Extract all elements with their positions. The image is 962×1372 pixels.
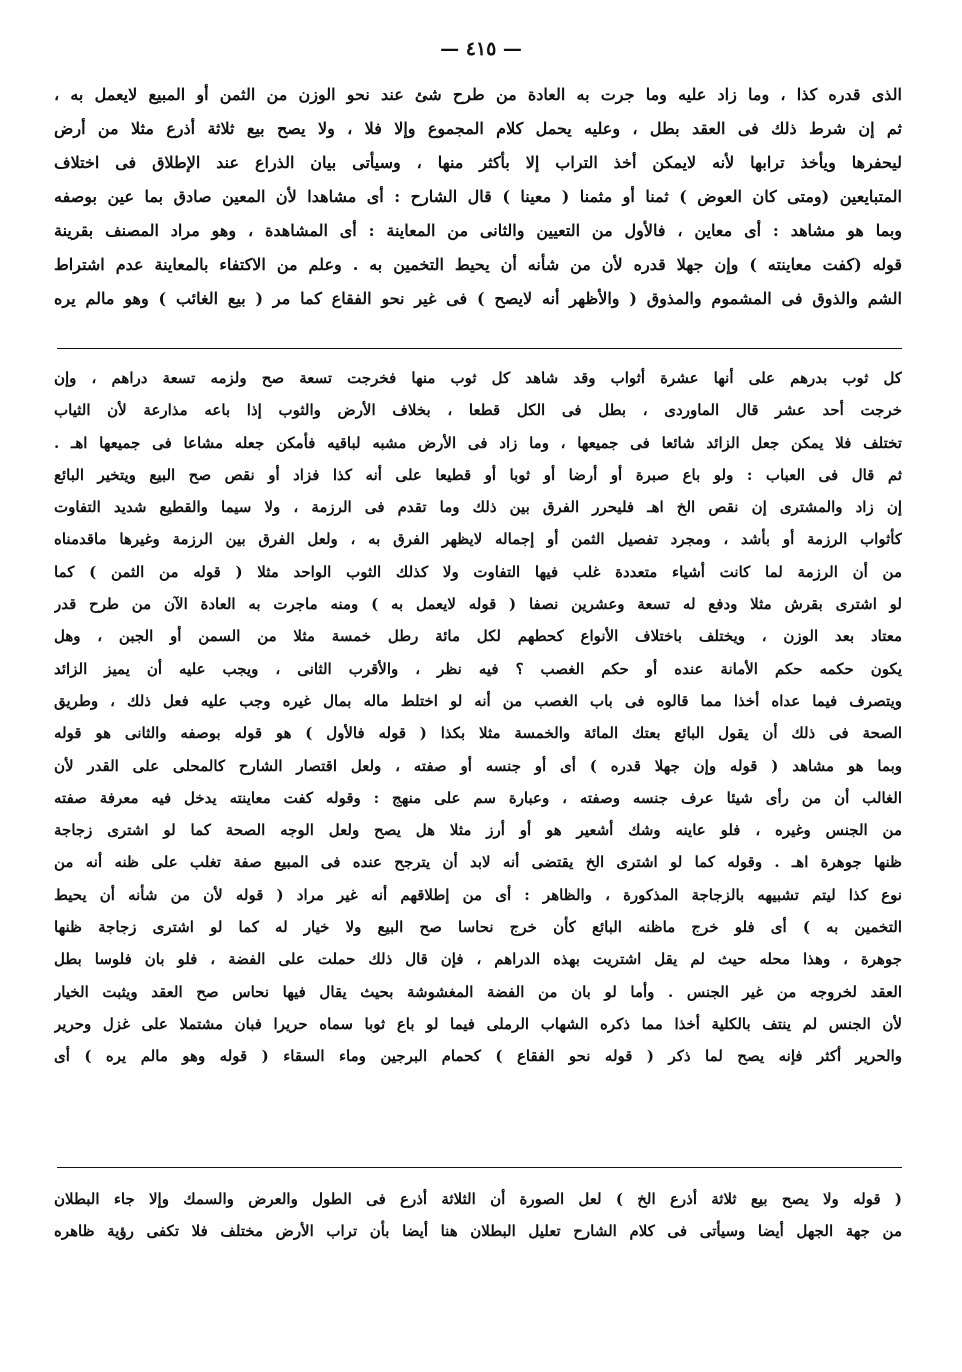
commentary-line: يكون حكمه حكم الأمانة عنده أو حكم الغصب ؟ فيه نظر ، والأقرب الثانى ، ويجب عليه أن يميز الزائد bbox=[54, 659, 902, 678]
main-text-line: الشم والذوق فى المشموم والمذوق ( والأظهر أنه لايصح ) فى غير نحو الفقاع كما مر ( بيع الغائب ) وهو مالم يره bbox=[54, 289, 902, 308]
commentary-line: من الجنس وغيره ، فلو عاينه وشك أشعير هو أو أرز مثلا هل يصح ولعل الوجه الصحة كما لو اشترى زجاجة bbox=[54, 821, 902, 840]
commentary-line bbox=[54, 1105, 902, 1137]
commentary-line: كأثواب الرزمة أو بأشد ، ومجرد تفصيل الثمن أو إجماله لايظهر الفرق به ، ولعل الفرق بين الرزمة وغيرها ماقدمناه bbox=[54, 530, 902, 549]
commentary-line: إن زاد والمشترى إن نقص الخ اهـ فليحرر الفرق بين ذلك وما تقدم فى الرزمة ، ولا سيما والقطيع شديد التفاوت bbox=[54, 498, 902, 517]
commentary-line: من جهة الجهل أيضا وسيأتى فى كلام الشارح تعليل البطلان هنا أيضا بأن تراب الأرض مختلف فلا تكفى رؤية ظاهره bbox=[54, 1222, 902, 1240]
commentary-line bbox=[54, 1073, 902, 1105]
commentary-line: كل ثوب بدرهم على أنها عشرة أثواب وقد شاهد كل ثوب منها فخرجت تسعة صح ولزمه تسعة دراهم ، وإن bbox=[54, 369, 902, 387]
commentary-block bbox=[54, 362, 902, 1137]
commentary-line: من أن الرزمة لما كانت أشياء متعددة غلب فيها التفاوت ولا كذلك الثوب الواحد مثلا ( قوله من الثمن ) كما bbox=[54, 562, 902, 581]
separator-rule bbox=[57, 1167, 902, 1168]
commentary-line: تختلف فلا يمكن جعل الزائد شائعا فى جميعها ، وما زاد فى الأرض مشبه لباقيه فأمكن جعله مشاعا فى جميعها اهـ . bbox=[54, 433, 902, 452]
main-text-block bbox=[54, 78, 902, 316]
commentary-line: معتاد بعد الوزن ، ويختلف باختلاف الأنواع كحطهم لكل مائة رطل خمسة مثلا من السمن أو الجبن ، وهل bbox=[54, 627, 902, 646]
commentary-line: جوهرة ، وهذا محله حيث لم يقل اشتريت بهذه الدراهم ، فإن قال ذلك حملت على الفضة ، فلو بان فلوسا بطل bbox=[54, 950, 902, 969]
commentary-line: والحرير أكثر فإنه يصح لما ذكر ( قوله نحو الفقاع ) كحمام البرجين وماء السقاء ( قوله وهو مالم يره ) أى bbox=[54, 1047, 902, 1066]
commentary-line: الصحة فى ذلك أن يقول البائع بعتك المائة والخمسة مثلا بكذا ( قوله فالأول ) هو قوله بوصفه والثانى هو قوله bbox=[54, 724, 902, 743]
main-text-line: ليحفرها ويأخذ ترابها لأنه لايمكن أخذ التراب إلا بأكثر منها ، وسيأتى بيان الذراع عند الإطلاق فى اختلاف bbox=[54, 153, 902, 172]
page-number: — ٤١٥ — bbox=[440, 38, 522, 60]
main-text-line: المتبايعين (ومتى كان العوض ) ثمنا أو مثمنا ( معينا ) قال الشارح : أى مشاهدا لأن المعين صادق بما عين بوصفه bbox=[54, 187, 902, 206]
commentary-line: التخمين به ) أى فلو خرج ماظنه البائع كأن خرج نحاسا صح البيع ولا خيار له كما لو اشترى زجاجة ظنها bbox=[54, 918, 902, 937]
commentary-line: نوع كذا ليتم تشبيهه بالزجاجة المذكورة ، والظاهر : أى من إطلاقهم أنه غير مراد ( قوله لأن من شأنه أن يحيط bbox=[54, 885, 902, 904]
separator-rule bbox=[57, 348, 902, 349]
commentary-line: ثم قال فى العباب : ولو باع صبرة أو أرضا أو ثوبا أو قطيعا على أنه كذا فزاد أو نقص صح البيع ويتخير البائع bbox=[54, 465, 902, 484]
main-text-line: وبما هو مشاهد : أى معاين ، فالأول من التعيين والثانى من المعاينة : أى المشاهدة ، وهو مراد المصنف بقرينة bbox=[54, 221, 902, 240]
main-text-line: ثم إن شرط ذلك فى العقد بطل ، وعليه يحمل كلام المجموع وإلا فلا ، ولا يصح بيع ثلاثة أذرع مثلا من أرض bbox=[54, 119, 902, 138]
main-text-line: الذى قدره كذا ، وما زاد عليه وما جرت به العادة من طرح شئ عند نحو الوزن من الثمن أو المبيع لايعمل به ، bbox=[54, 85, 902, 104]
commentary-continued-block bbox=[54, 1183, 902, 1247]
main-text-line: قوله (كفت معاينته ) وإن جهلا قدره لأن من شأنه أن يحيط التخمين به . وعلم من الاكتفاء بالمعاينة عدم اشتراط bbox=[54, 255, 902, 274]
commentary-line: الغالب أن من رأى شيئا عرف جنسه وصفته ، وعبارة سم على منهج : وقوله كفت معاينته يدخل فيه معرفة صفته bbox=[54, 788, 902, 807]
commentary-line: العقد لخروجه من غير الجنس . وأما لو بان من الفضة المغشوشة بحيث يقال فيها نحاس صح العقد ويثبت الخيار bbox=[54, 982, 902, 1001]
commentary-line: لو اشترى بقرش مثلا ودفع له تسعة وعشرين نصفا ( قوله لايعمل به ) ومنه ماجرت به العادة الآن من طرح قدر bbox=[54, 595, 902, 614]
commentary-line: ظنها جوهرة اهـ . وقوله كما لو اشترى الخ يقتضى أنه لابد أن يترجح عنده فى المبيع صفة تغلب على ظنه أنه من bbox=[54, 853, 902, 872]
commentary-line: خرجت أحد عشر قال الماوردى ، بطل فى الكل قطعا ، بخلاف الأرض والثوب إذا باعه مذارعة لأن الثياب bbox=[54, 401, 902, 420]
commentary-line: وبما هو مشاهد ( قوله وإن جهلا قدره ) أى أو جنسه أو صفته ، ولعل اقتصار الشارح كالمحلى على القدر لأن bbox=[54, 756, 902, 775]
commentary-line: ( قوله ولا يصح بيع ثلاثة أذرع الخ ) لعل الصورة أن الثلاثة أذرع فى الطول والعرض والسمك وإلا جاء البطلان bbox=[54, 1190, 902, 1208]
commentary-line: ويتصرف فيما عداه أخذا مما قالوه فى باب الغصب من أنه لو اختلط ماله بمال غيره وجب عليه فعل ذلك ، وطريق bbox=[54, 691, 902, 710]
commentary-line: لأن الجنس لم ينتف بالكلية أخذا مما ذكره الشهاب الرملى فيما لو باع ثوبا سماه حريرا فبان مشتملا على غزل وحرير bbox=[54, 1014, 902, 1033]
